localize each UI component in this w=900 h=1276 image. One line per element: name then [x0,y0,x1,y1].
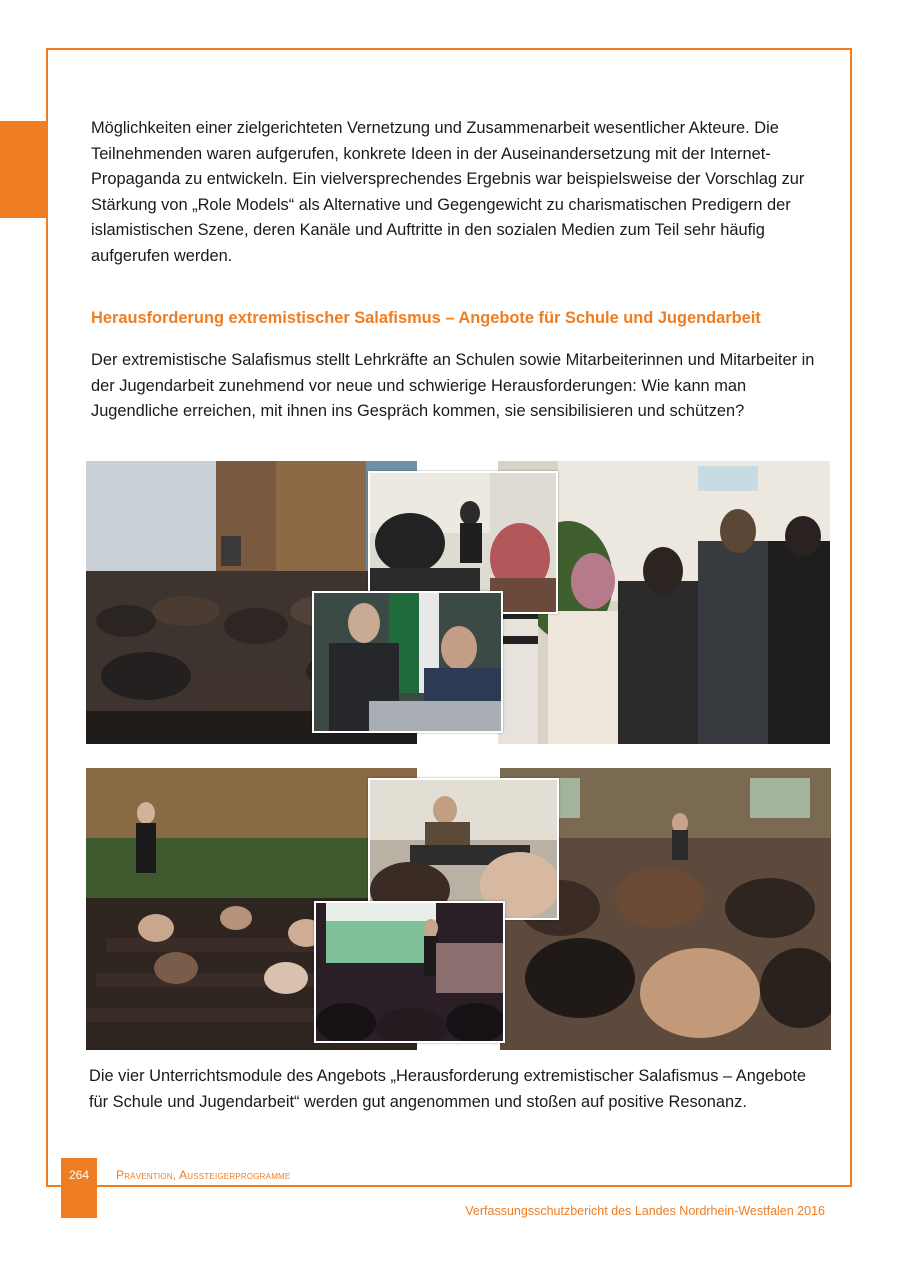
section-heading: Herausforderung extremistischer Salafismus – Angebote für Schule und Jugendarbeit [91,309,761,327]
photo-inset-speakers [312,591,503,733]
photo-inset-lectern [368,778,559,920]
photo-inset-presentation [314,901,505,1043]
publication-title: Verfassungsschutzbericht des Landes Nordrhein-Westfalen 2016 [465,1204,825,1218]
side-tab [0,121,46,218]
page-number: 264 [68,1168,90,1182]
body-paragraph-2: Der extremistische Salafismus stellt Lehrkräfte an Schulen sowie Mitarbeiterinnen und Mitarbeiter in der Jugendarbeit zunehmend vor neue und schwierige Herausforderungen: Wie kann man Jugendliche erreichen, mit ihnen ins Gespräch kommen, sie sensibilisieren und schützen? [91,351,815,421]
body-paragraph-1: Möglichkeiten einer zielgerichteten Vernetzung und Zusammenarbeit wesentlicher Akteure. Die Teilnehmenden waren aufgerufen, konkrete Ideen in der Auseinandersetzung mit der Internet-Propaganda zu entwickeln. Ein vielversprechendes Ergebnis war beispielsweise der Vorschlag zur Stärkung von „Role Models“ als Alternative und Gegengewicht zu charismatischen Predigern der islamistischen Szene, deren Kanäle und Auftritte in den sozialen Medien zum Teil sehr häufig aufgerufen werden. [91,119,805,265]
page-number-box [61,1158,97,1218]
photo-caption: Die vier Unterrichtsmodule des Angebots „Herausforderung extremistischer Salafismus – Angebote für Schule und Jugendarbeit“ werden gut angenommen und stoßen auf positive Resonanz. [89,1067,806,1111]
section-label: Prävention, Aussteigerprogramme [116,1168,291,1182]
